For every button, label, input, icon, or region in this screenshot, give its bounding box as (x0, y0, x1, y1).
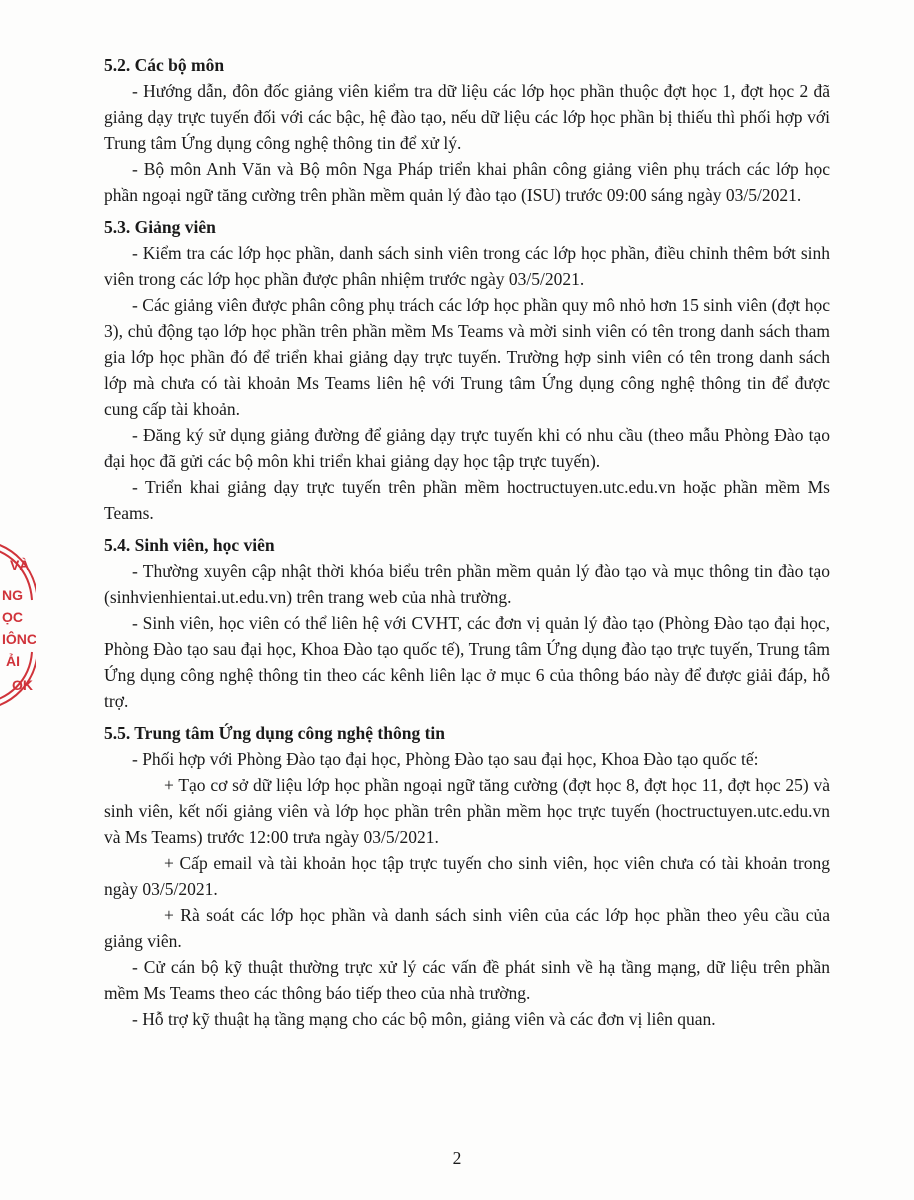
page-number: 2 (452, 1148, 462, 1168)
stamp-text-1: VÀ (10, 557, 30, 573)
paragraph: - Hướng dẫn, đôn đốc giảng viên kiểm tra dữ liệu các lớp học phần thuộc đợt học 1, đợt học 2 đã giảng dạy trực tuyến đối với các bậc, hệ đào tạo, nếu dữ liệu các lớp học phần bị thiếu thì phối hợp với Trung tâm Ứng dụng công nghệ thông tin để xử lý. (104, 81, 830, 153)
paragraph: - Triển khai giảng dạy trực tuyến trên phần mềm hoctructuyen.utc.edu.vn hoặc phần mềm Ms Teams. (104, 477, 830, 523)
paragraph: - Các giảng viên được phân công phụ trách các lớp học phần quy mô nhỏ hơn 15 sinh viên (đợt học 3), chủ động tạo lớp học phần trên phần mềm Ms Teams và mời sinh viên có tên trong danh sách tham gia lớp học phần đó để triển khai giảng dạy trực tuyến. Trường hợp sinh viên có tên trong danh sách lớp mà chưa có tài khoản Ms Teams liên hệ với Trung tâm Ứng dụng công nghệ thông tin để được cung cấp tài khoản. (104, 295, 830, 419)
paragraph: - Thường xuyên cập nhật thời khóa biểu trên phần mềm quản lý đào tạo và mục thông tin đào tạo (sinhvienhientai.ut.edu.vn) trên trang web của nhà trường. (104, 561, 830, 607)
paragraph: - Đăng ký sử dụng giảng đường để giảng dạy trực tuyến khi có nhu cầu (theo mẫu Phòng Đào tạo đại học đã gửi các bộ môn khi triển khai giảng dạy học tập trực tuyến). (104, 425, 830, 471)
paragraph: - Kiểm tra các lớp học phần, danh sách sinh viên trong các lớp học phần, điều chỉnh thêm bớt sinh viên trong các lớp học phần được phân nhiệm trước ngày 03/5/2021. (104, 243, 830, 289)
paragraph: - Sinh viên, học viên có thể liên hệ với CVHT, các đơn vị quản lý đào tạo (Phòng Đào tạo đại học, Phòng Đào tạo sau đại học, Khoa Đào tạo quốc tế), Trung tâm Ứng dụng đào tạo trực tuyến, Trung tâm Ứng dụng công nghệ thông tin theo các kênh liên lạc ở mục 6 của thông báo này để được giải đáp, hỗ trợ. (104, 613, 830, 711)
paragraph: - Phối hợp với Phòng Đào tạo đại học, Phòng Đào tạo sau đại học, Khoa Đào tạo quốc tế: (132, 749, 759, 769)
section-5-4 (104, 532, 830, 714)
sub-paragraph: + Rà soát các lớp học phần và danh sách sinh viên của các lớp học phần theo yêu cầu của giảng viên. (104, 905, 830, 951)
section-5-5 (104, 720, 830, 1032)
stamp-text-5: ẢI (6, 653, 20, 669)
section-heading: 5.2. Các bộ môn (104, 55, 225, 75)
section-5-3 (104, 214, 830, 526)
stamp-text-3: ỌC (2, 609, 23, 625)
sub-paragraph: + Tạo cơ sở dữ liệu lớp học phần ngoại ngữ tăng cường (đợt học 8, đợt học 11, đợt học 25) và sinh viên, kết nối giảng viên và lớp học phần trên phần mềm học trực tuyến (hoctructuyen.utc.edu.vn và Ms Teams) trước 12:00 trưa ngày 03/5/2021. (104, 775, 830, 847)
section-heading: 5.4. Sinh viên, học viên (104, 535, 275, 555)
red-seal-stamp (0, 540, 36, 710)
paragraph: - Cử cán bộ kỹ thuật thường trực xử lý các vấn đề phát sinh về hạ tầng mạng, dữ liệu trên phần mềm Ms Teams theo các thông báo tiếp theo của nhà trường. (104, 957, 830, 1003)
stamp-text-4: IÔNC (2, 631, 36, 647)
sub-paragraph: + Cấp email và tài khoản học tập trực tuyến cho sinh viên, học viên chưa có tài khoản trong ngày 03/5/2021. (104, 853, 830, 899)
document-body (104, 52, 830, 1032)
paragraph: - Bộ môn Anh Văn và Bộ môn Nga Pháp triển khai phân công giảng viên phụ trách các lớp học phần ngoại ngữ tăng cường trên phần mềm quản lý đào tạo (ISU) trước 09:00 sáng ngày 03/5/2021. (104, 159, 830, 205)
section-heading: 5.3. Giảng viên (104, 217, 216, 237)
stamp-text-2: NG (2, 587, 23, 603)
stamp-text-6: OK (12, 677, 33, 693)
section-heading: 5.5. Trung tâm Ứng dụng công nghệ thông tin (104, 723, 446, 743)
paragraph: - Hỗ trợ kỹ thuật hạ tầng mạng cho các bộ môn, giảng viên và các đơn vị liên quan. (132, 1009, 716, 1029)
section-5-2 (104, 52, 830, 208)
